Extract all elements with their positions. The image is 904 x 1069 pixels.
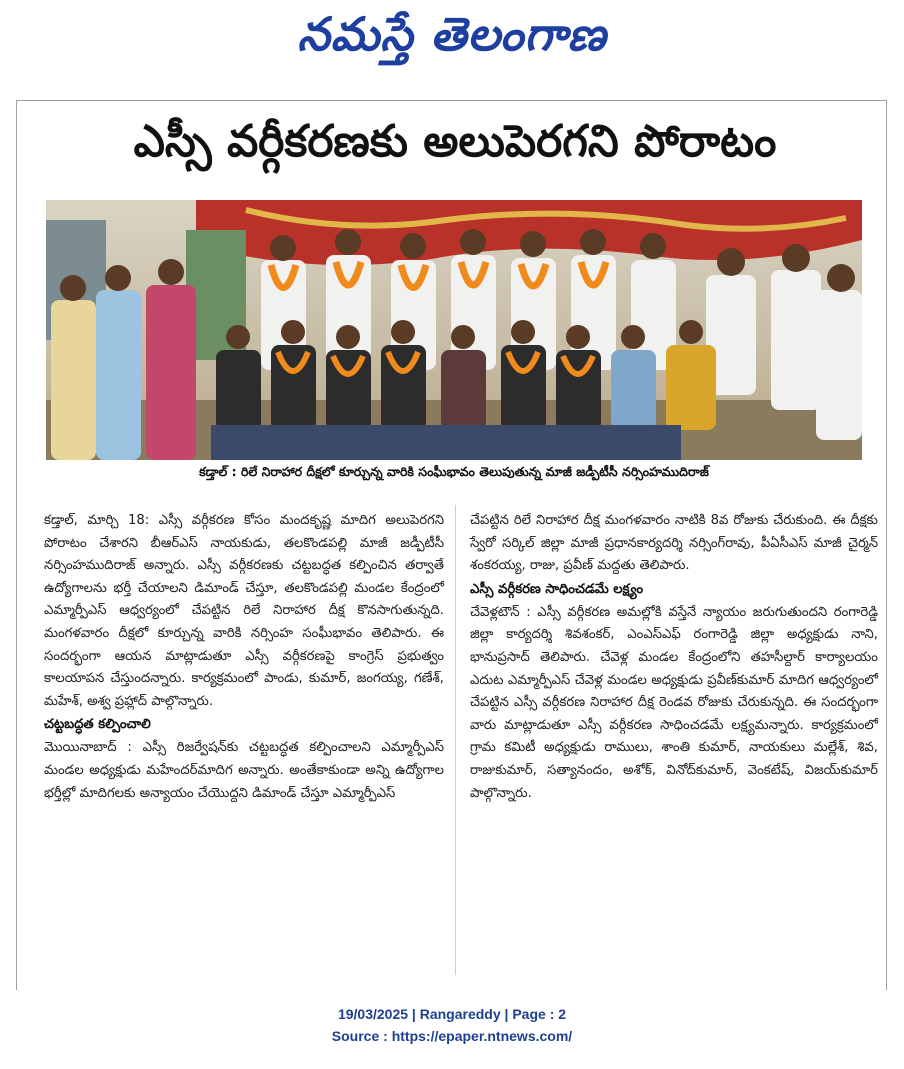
news-photo bbox=[46, 200, 862, 460]
headline: ఎస్సీ వర్గీకరణకు అలుపెరగని పోరాటం bbox=[133, 116, 777, 167]
source-link[interactable]: Source : https://epaper.ntnews.com/ bbox=[331, 1028, 573, 1044]
protest-group-photo bbox=[46, 200, 862, 460]
clipping-border-left bbox=[16, 100, 17, 990]
article-column-left bbox=[44, 510, 444, 805]
article-paragraph: చేవెళ్లటౌన్ : ఎస్సీ వర్గీకరణ అమల్లోకి వస్తేనే న్యాయం జరుగుతుందని రంగారెడ్డి జిల్లా కార్యదర్శి శివశంకర్, ఎంఎస్ఎఫ్ రంగారెడ్డి జిల్లా అధ్యక్షుడు నాని, భానుప్రసాద్ తెలిపారు. చేవెళ్ల మండల కేంద్రంలోని తహసీల్దార్ కార్యాలయం ఎదుట ఎమ్మార్పీఎస్ చేవెళ్ల మండల అధ్యక్షుడు ప్రవీణ్‌కుమార్ మాదిగ ఆధ్వర్యంలో చేపట్టిన ఎస్సీ వర్గీకరణ నిరాహార దీక్ష రెండవ రోజుకు చేరుకున్నది. ఈ సందర్భంగా వారు మాట్లాడుతూ ఎస్సీ వర్గీకరణ సాధించడమే లక్ష్యమన్నారు. కార్యక్రమంలో గ్రామ కమిటీ అధ్యక్షుడు రాములు, శాంతి కుమార్, నాయకులు మల్లేశ్, శివ, రాజుకుమార్, సత్యానందం, అశోక్, వినోద్‌కుమార్, వెంకటేష్, విజయ్‌కుమార్ పాల్గొన్నారు. bbox=[470, 604, 878, 801]
clipping-border-top bbox=[16, 100, 887, 101]
newspaper-logo: నమస్తే తెలంగాణ bbox=[297, 7, 607, 61]
edition-info: 19/03/2025 | Rangareddy | Page : 2 bbox=[337, 1006, 567, 1022]
article-subheading: ఎస్సీ వర్గీకరణ సాధించడమే లక్ష్యం bbox=[470, 581, 644, 597]
masthead bbox=[0, 0, 904, 80]
article-column-right bbox=[470, 510, 878, 805]
article-paragraph: మొయినాబాద్ : ఎస్సీ రిజర్వేషన్‌కు చట్టబద్ధత కల్పించాలని ఎమ్మార్పీఎస్ మండల అధ్యక్షుడు మహేందర్‌మాదిగ అన్నారు. అంతేకాకుండా అన్ని ఉద్యోగాల భర్తీల్లో మాదిగలకు అన్యాయం చేయొద్దని డిమాండ్ చేస్తూ ఎమ్మార్పీఎస్ bbox=[44, 740, 444, 801]
photo-caption: కడ్తాల్ : రిలే నిరాహార దీక్షలో కూర్చున్న వారికి సంఘీభావం తెలుపుతున్న మాజీ జడ్పీటీసీ నర్సింహముదిరాజ్ bbox=[199, 463, 709, 479]
article-paragraph: కడ్తాల్, మార్చి 18: ఎస్సీ వర్గీకరణ కోసం మందకృష్ణ మాదిగ అలుపెరగని పోరాటం చేశారని బీఆర్ఎస్ నాయకుడు, తలకొండపల్లి మాజీ జడ్పీటీసీ నర్సింహముదిరాజ్ అన్నారు. ఎస్సీ వర్గీకరణకు చట్టబద్ధత కల్పించిన తర్వాతే ఉద్యోగాలను భర్తీ చేయాలని డిమాండ్ చేస్తూ, తలకొండపల్లి మండల కేంద్రంలో ఎమ్మార్పీఎస్ ఆధ్వర్యంలో చేపట్టిన రిలే నిరాహార దీక్ష కొనసాగుతున్నది. మంగళవారం దీక్షలో కూర్చున్న వారికి నర్సింహ సంఘీభావం తెలిపారు. ఈ సందర్భంగా ఆయన మాట్లాడుతూ ఎస్సీ వర్గీకరణపై కాంగ్రెస్ ప్రభుత్వం కాలయాపన చేస్తుందన్నారు. కార్యక్రమంలో పాండు, కుమార్, జంగయ్య, గణేశ్, మహేశ్, అశ్వ ప్రహ్లాద్ పాల్గొన్నారు. bbox=[44, 513, 444, 709]
clipping-border-right bbox=[886, 100, 887, 990]
article-paragraph: చేపట్టిన రిలే నిరాహార దీక్ష మంగళవారం నాటికి 8వ రోజుకు చేరుకుంది. ఈ దీక్షకు స్వేరో సర్కిల్ జిల్లా మాజీ ప్రధానకార్యదర్శి నర్సింగ్‌రావు, పీఏసీఎస్ మాజీ చైర్మన్ శంకరయ్య, రాజు, ప్రవీణ్ మద్దతు తెలిపారు. bbox=[470, 513, 878, 574]
article-subheading: చట్టబద్ధత కల్పించాలి bbox=[44, 717, 151, 733]
column-divider bbox=[455, 505, 456, 975]
clipping-footer bbox=[0, 1003, 904, 1047]
